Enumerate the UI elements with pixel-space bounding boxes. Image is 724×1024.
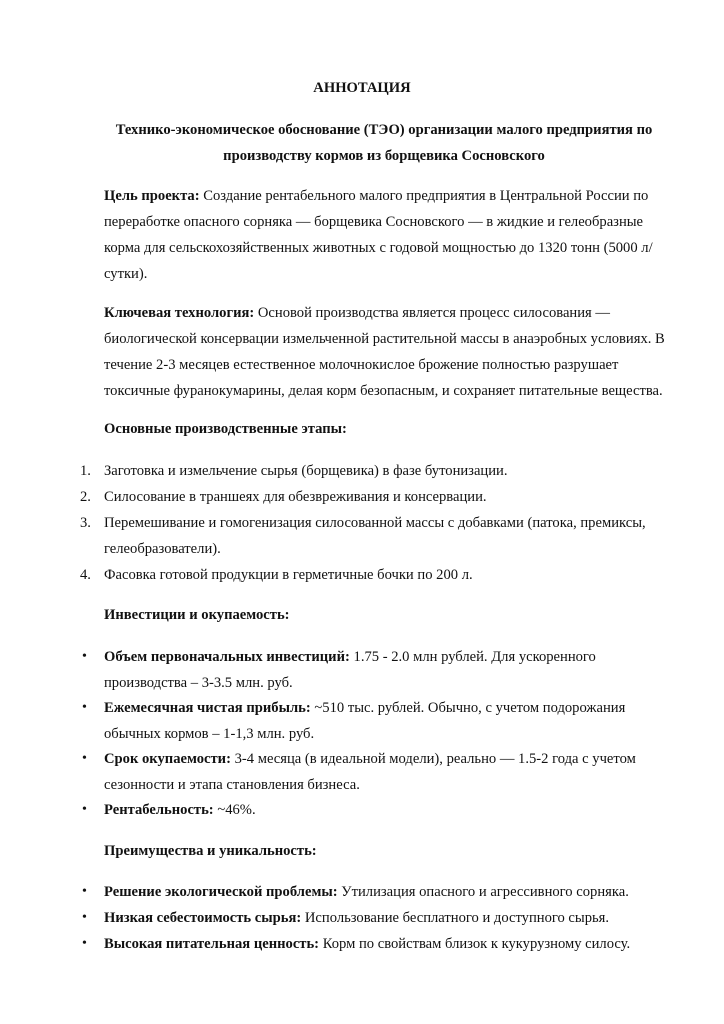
stage-text: Фасовка готовой продукции в герметичные бочки по 200 л. (104, 567, 473, 583)
stage-number: 4. (80, 567, 91, 583)
advantage-item (82, 879, 670, 905)
advantage-text: Использование бесплатного и доступного сырья. (301, 910, 610, 926)
technology-paragraph (104, 300, 670, 404)
investment-heading: Инвестиции и окупаемость: (104, 607, 290, 623)
bullet-icon: • (82, 751, 87, 766)
advantage-item (82, 931, 670, 957)
investment-label: Срок окупаемости: (104, 751, 231, 767)
stage-item (80, 562, 670, 588)
advantage-label: Высокая питательная ценность: (104, 936, 320, 952)
investment-label: Рентабельность: (104, 802, 214, 818)
advantage-text: Утилизация опасного и агрессивного сорняка. (337, 884, 629, 900)
stages-heading: Основные производственные этапы: (104, 421, 347, 437)
investment-text: 1.75 - 2.0 млн рублей. Для ускоренного производства – 3-3.5 млн. руб. (104, 649, 596, 691)
advantage-item (82, 905, 670, 931)
advantages-heading: Преимущества и уникальность: (104, 843, 317, 859)
bullet-icon: • (82, 700, 87, 715)
investment-text: ~510 тыс. рублей. Обычно, с учетом подорожания обычных кормов – 1-1,3 млн. руб. (104, 700, 626, 742)
stage-text: Перемешивание и гомогенизация силосованной массы с добавками (патока, премиксы, гелеобразователи). (104, 515, 646, 557)
stage-number: 3. (80, 515, 91, 531)
investment-text: ~46%. (213, 802, 256, 818)
advantage-label: Решение экологической проблемы: (104, 884, 338, 900)
investment-label: Объем первоначальных инвестиций: (104, 649, 350, 665)
stage-text: Заготовка и измельчение сырья (борщевика) в фазе бутонизации. (104, 463, 508, 479)
bullet-icon: • (82, 936, 87, 951)
stage-number: 2. (80, 489, 91, 505)
stage-number: 1. (80, 463, 91, 479)
investment-item (82, 644, 670, 696)
stage-item (80, 458, 670, 484)
investment-text: 3-4 месяца (в идеальной модели), реально — 1.5-2 года с учетом сезонности и этапа становления бизнеса. (104, 751, 636, 793)
goal-label: Цель проекта: (104, 188, 200, 204)
advantage-text: Корм по свойствам близок к кукурузному силосу. (319, 936, 631, 952)
advantage-label: Низкая себестоимость сырья: (104, 910, 302, 926)
investment-label: Ежемесячная чистая прибыль: (104, 700, 311, 716)
bullet-icon: • (82, 802, 87, 817)
bullet-icon: • (82, 649, 87, 664)
stage-text: Силосование в траншеях для обезвреживания и консервации. (104, 489, 487, 505)
investment-item (82, 797, 670, 823)
investment-item (82, 695, 670, 747)
technology-text: Основой производства является процесс силосования — биологической консервации измельченной растительной массы в анаэробных условиях. В течение 2-3 месяцев естественное молочнокислое брожение полностью разрушает токсичные фуранокумарины, делая корм безопасным, и сохраняет питательные вещества. (104, 305, 665, 399)
goal-text: Создание рентабельного малого предприятия в Центральной России по переработке опасного сорняка — борщевика Сосновского — в жидкие и гелеобразные корма для сельскохозяйственных животных с годовой мощностью до 1320 тонн (5000 л/сутки). (104, 188, 653, 282)
stage-item (80, 510, 670, 562)
technology-label: Ключевая технология: (104, 305, 255, 321)
stage-item (80, 484, 670, 510)
document-subtitle: Технико-экономическое обоснование (ТЭО) организации малого предприятия по производству кормов из борщевика Сосновского (115, 122, 653, 164)
investment-item (82, 746, 670, 798)
bullet-icon: • (82, 910, 87, 925)
page-title: АННОТАЦИЯ (313, 80, 411, 96)
goal-paragraph (104, 183, 670, 287)
bullet-icon: • (82, 884, 87, 899)
